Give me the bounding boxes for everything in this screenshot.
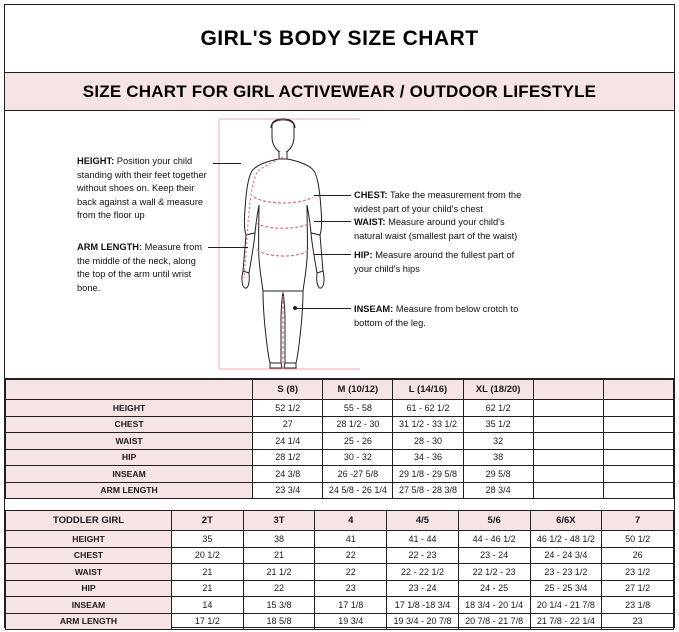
toddler-chest-2t: 20 1/2 bbox=[172, 547, 244, 564]
girl-row-label-waist: WAIST bbox=[6, 433, 253, 450]
girl-table-corner bbox=[6, 380, 253, 400]
girl-size-table-body bbox=[6, 380, 674, 499]
note-arm-length-text: Measure from the middle of the neck, along the top of the arm until wrist bone. bbox=[77, 242, 203, 293]
toddler-table-corner-label: TODDLER GIRL bbox=[6, 511, 172, 531]
toddler-height-7: 50 1/2 bbox=[602, 531, 674, 548]
toddler-arm-3t: 18 5/8 bbox=[243, 613, 315, 630]
girl-size-table bbox=[5, 379, 674, 499]
note-inseam bbox=[354, 303, 529, 330]
girl-inseam-blank-1 bbox=[533, 466, 603, 483]
figure-svg bbox=[210, 113, 370, 375]
girl-height-blank-1 bbox=[533, 400, 603, 417]
toddler-arm-4-5: 19 3/4 - 20 7/8 bbox=[387, 613, 459, 630]
girl-waist-blank-1 bbox=[533, 433, 603, 450]
girl-col-xl: XL (18/20) bbox=[463, 380, 533, 400]
girl-col-l: L (14/16) bbox=[393, 380, 463, 400]
girl-col-m: M (10/12) bbox=[323, 380, 393, 400]
toddler-inseam-5-6: 18 3/4 - 20 1/4 bbox=[458, 597, 530, 614]
girl-waist-l: 28 - 30 bbox=[393, 433, 463, 450]
girl-arm-l: 27 5/8 - 28 3/8 bbox=[393, 482, 463, 499]
page-subtitle-bar bbox=[5, 73, 674, 111]
toddler-height-5-6: 44 - 46 1/2 bbox=[458, 531, 530, 548]
toddler-arm-2t: 17 1/2 bbox=[172, 613, 244, 630]
toddler-hip-4-5: 23 - 24 bbox=[387, 580, 459, 597]
girl-row-label-height: HEIGHT bbox=[6, 400, 253, 417]
toddler-col-6-6x: 6/6X bbox=[530, 511, 602, 531]
girl-row-label-hip: HIP bbox=[6, 449, 253, 466]
measurement-diagram bbox=[5, 111, 674, 379]
girl-inseam-l: 29 1/8 - 29 5/8 bbox=[393, 466, 463, 483]
toddler-col-4: 4 bbox=[315, 511, 387, 531]
toddler-waist-3t: 21 1/2 bbox=[243, 564, 315, 581]
toddler-inseam-2t: 14 bbox=[172, 597, 244, 614]
girl-chest-blank-1 bbox=[533, 416, 603, 433]
toddler-chest-5-6: 23 - 24 bbox=[458, 547, 530, 564]
girl-arm-blank-1 bbox=[533, 482, 603, 499]
girl-hip-blank-1 bbox=[533, 449, 603, 466]
toddler-inseam-4-5: 17 1/8 -18 3/4 bbox=[387, 597, 459, 614]
girl-inseam-m: 26 -27 5/8 bbox=[323, 466, 393, 483]
girl-height-xl: 62 1/2 bbox=[463, 400, 533, 417]
girl-chest-xl: 35 1/2 bbox=[463, 416, 533, 433]
toddler-hip-3t: 22 bbox=[243, 580, 315, 597]
page-title: GIRL'S BODY SIZE CHART bbox=[200, 26, 479, 50]
girl-waist-blank-2 bbox=[603, 433, 673, 450]
girl-arm-s: 23 3/4 bbox=[253, 482, 323, 499]
toddler-row-label-chest: CHEST bbox=[6, 547, 172, 564]
toddler-arm-4: 19 3/4 bbox=[315, 613, 387, 630]
note-height bbox=[77, 155, 215, 223]
toddler-col-5-6: 5/6 bbox=[458, 511, 530, 531]
note-hip bbox=[354, 249, 522, 276]
girl-waist-m: 25 - 26 bbox=[323, 433, 393, 450]
note-hip-text: Measure around the fullest part of your child's hips bbox=[354, 250, 515, 274]
leader-hip bbox=[314, 254, 351, 255]
toddler-row-label-height: HEIGHT bbox=[6, 531, 172, 548]
table-row bbox=[6, 433, 674, 450]
toddler-arm-6-6x: 21 7/8 - 22 1/4 bbox=[530, 613, 602, 630]
leader-chest bbox=[314, 195, 351, 196]
note-height-label: HEIGHT: bbox=[77, 156, 115, 166]
girl-chest-l: 31 1/2 - 33 1/2 bbox=[393, 416, 463, 433]
girl-hip-xl: 38 bbox=[463, 449, 533, 466]
toddler-waist-6-6x: 23 - 23 1/2 bbox=[530, 564, 602, 581]
girl-row-label-inseam: INSEAM bbox=[6, 466, 253, 483]
toddler-chest-7: 26 bbox=[602, 547, 674, 564]
table-row bbox=[6, 482, 674, 499]
girl-waist-xl: 32 bbox=[463, 433, 533, 450]
note-height-text: Position your child standing with their feet together without shoes on. Keep their back against a wall & measure from the floor up bbox=[77, 156, 207, 220]
note-waist-text: Measure around your child's natural waist (smallest part of the waist) bbox=[354, 217, 518, 241]
toddler-size-table-header-row bbox=[6, 511, 674, 531]
note-chest-text: Take the measurement from the widest part of your child's chest bbox=[354, 190, 522, 214]
note-hip-label: HIP: bbox=[354, 250, 373, 260]
toddler-inseam-7: 23 1/8 bbox=[602, 597, 674, 614]
girl-arm-xl: 28 3/4 bbox=[463, 482, 533, 499]
toddler-chest-3t: 21 bbox=[243, 547, 315, 564]
leader-waist bbox=[314, 221, 351, 222]
toddler-height-3t: 38 bbox=[243, 531, 315, 548]
table-row bbox=[6, 580, 674, 597]
toddler-waist-7: 23 1/2 bbox=[602, 564, 674, 581]
toddler-hip-5-6: 24 - 25 bbox=[458, 580, 530, 597]
toddler-waist-4: 22 bbox=[315, 564, 387, 581]
toddler-col-2t: 2T bbox=[172, 511, 244, 531]
girl-col-s: S (8) bbox=[253, 380, 323, 400]
girl-arm-blank-2 bbox=[603, 482, 673, 499]
leader-height bbox=[213, 163, 241, 164]
girl-arm-m: 24 5/8 - 26 1/4 bbox=[323, 482, 393, 499]
girl-hip-m: 30 - 32 bbox=[323, 449, 393, 466]
toddler-chest-4-5: 22 - 23 bbox=[387, 547, 459, 564]
toddler-col-4-5: 4/5 bbox=[387, 511, 459, 531]
toddler-col-3t: 3T bbox=[243, 511, 315, 531]
table-row bbox=[6, 564, 674, 581]
toddler-row-label-hip: HIP bbox=[6, 580, 172, 597]
note-chest-label: CHEST: bbox=[354, 190, 388, 200]
table-row bbox=[6, 613, 674, 630]
note-waist-label: WAIST: bbox=[354, 217, 386, 227]
girl-inseam-s: 24 3/8 bbox=[253, 466, 323, 483]
toddler-inseam-4: 17 1/8 bbox=[315, 597, 387, 614]
girl-height-l: 61 - 62 1/2 bbox=[393, 400, 463, 417]
note-inseam-label: INSEAM: bbox=[354, 304, 394, 314]
toddler-height-6-6x: 46 1/2 - 48 1/2 bbox=[530, 531, 602, 548]
toddler-hip-4: 23 bbox=[315, 580, 387, 597]
toddler-chest-4: 22 bbox=[315, 547, 387, 564]
toddler-waist-4-5: 22 - 22 1/2 bbox=[387, 564, 459, 581]
leader-arm-length bbox=[208, 247, 248, 248]
leader-inseam bbox=[295, 308, 351, 309]
leader-dot-inseam bbox=[293, 306, 297, 310]
toddler-height-4: 41 bbox=[315, 531, 387, 548]
toddler-hip-2t: 21 bbox=[172, 580, 244, 597]
girl-hip-blank-2 bbox=[603, 449, 673, 466]
table-row bbox=[6, 449, 674, 466]
table-row bbox=[6, 531, 674, 548]
table-row bbox=[6, 400, 674, 417]
note-arm-length bbox=[77, 241, 209, 295]
table-row bbox=[6, 416, 674, 433]
girl-size-table-header-row bbox=[6, 380, 674, 400]
toddler-chest-6-6x: 24 - 24 3/4 bbox=[530, 547, 602, 564]
table-row bbox=[6, 466, 674, 483]
document-frame bbox=[4, 4, 675, 628]
toddler-height-2t: 35 bbox=[172, 531, 244, 548]
girl-waist-s: 24 1/4 bbox=[253, 433, 323, 450]
toddler-inseam-6-6x: 20 1/4 - 21 7/8 bbox=[530, 597, 602, 614]
note-waist bbox=[354, 216, 534, 243]
toddler-waist-2t: 21 bbox=[172, 564, 244, 581]
girl-height-s: 52 1/2 bbox=[253, 400, 323, 417]
girl-col-blank-1 bbox=[533, 380, 603, 400]
note-chest bbox=[354, 189, 529, 216]
girl-height-m: 55 - 58 bbox=[323, 400, 393, 417]
girl-row-label-chest: CHEST bbox=[6, 416, 253, 433]
table-row bbox=[6, 597, 674, 614]
toddler-size-table-body bbox=[6, 511, 674, 630]
toddler-row-label-waist: WAIST bbox=[6, 564, 172, 581]
toddler-arm-7: 23 bbox=[602, 613, 674, 630]
toddler-inseam-3t: 15 3/8 bbox=[243, 597, 315, 614]
toddler-col-7: 7 bbox=[602, 511, 674, 531]
toddler-height-4-5: 41 - 44 bbox=[387, 531, 459, 548]
note-inseam-text: Measure from below crotch to bottom of the leg. bbox=[354, 304, 519, 328]
toddler-row-label-inseam: INSEAM bbox=[6, 597, 172, 614]
girl-hip-s: 28 1/2 bbox=[253, 449, 323, 466]
toddler-hip-6-6x: 25 - 25 3/4 bbox=[530, 580, 602, 597]
toddler-size-table bbox=[5, 510, 674, 630]
girl-height-blank-2 bbox=[603, 400, 673, 417]
girl-chest-blank-2 bbox=[603, 416, 673, 433]
note-arm-length-label: ARM LENGTH: bbox=[77, 242, 143, 252]
page-subtitle: SIZE CHART FOR GIRL ACTIVEWEAR / OUTDOOR LIFESTYLE bbox=[82, 81, 597, 101]
girl-col-blank-2 bbox=[603, 380, 673, 400]
girl-inseam-blank-2 bbox=[603, 466, 673, 483]
table-row bbox=[6, 547, 674, 564]
toddler-row-label-arm-length: ARM LENGTH bbox=[6, 613, 172, 630]
girl-inseam-xl: 29 5/8 bbox=[463, 466, 533, 483]
girl-hip-l: 34 - 36 bbox=[393, 449, 463, 466]
girl-chest-m: 28 1/2 - 30 bbox=[323, 416, 393, 433]
girl-row-label-arm-length: ARM LENGTH bbox=[6, 482, 253, 499]
toddler-hip-7: 27 1/2 bbox=[602, 580, 674, 597]
toddler-waist-5-6: 22 1/2 - 23 bbox=[458, 564, 530, 581]
toddler-arm-5-6: 20 7/8 - 21 7/8 bbox=[458, 613, 530, 630]
girl-figure-illustration bbox=[210, 113, 370, 375]
girl-chest-s: 27 bbox=[253, 416, 323, 433]
page-title-bar bbox=[5, 5, 674, 73]
